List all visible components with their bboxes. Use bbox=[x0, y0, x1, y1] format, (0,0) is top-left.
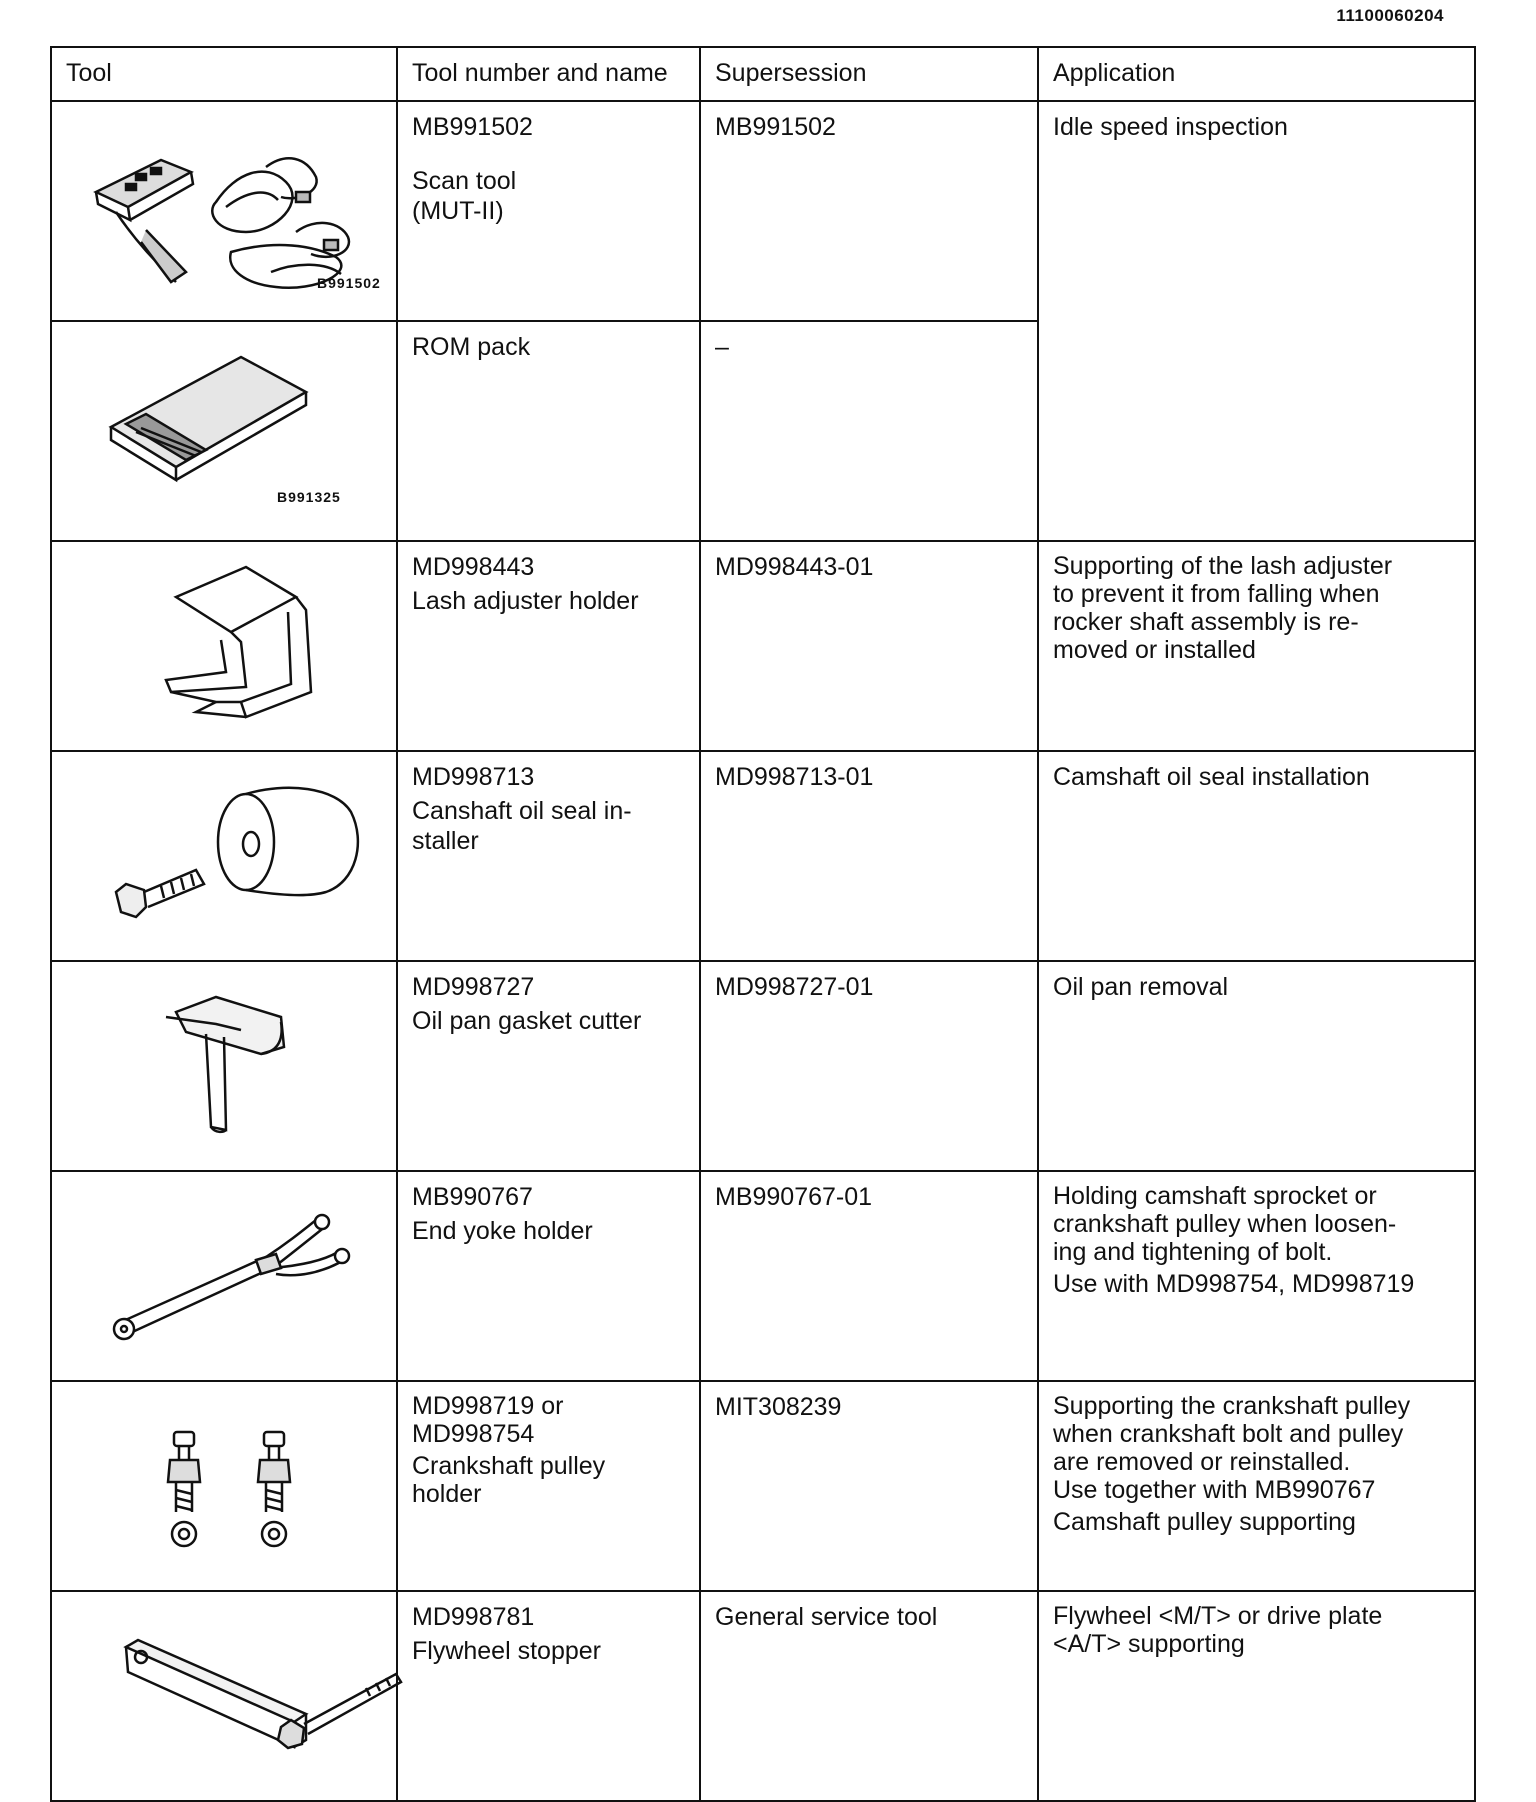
supersession-cell: MB991502 bbox=[700, 101, 1038, 321]
crankshaft-pulley-holder-illustration bbox=[66, 1392, 412, 1580]
rom-pack-illustration bbox=[66, 332, 412, 530]
tool-number-name-cell bbox=[397, 321, 700, 541]
application-line: moved or installed bbox=[1053, 636, 1256, 664]
header-tool-number-name: Tool number and name bbox=[397, 47, 700, 101]
application-cell bbox=[1038, 751, 1475, 961]
tool-name-line: Flywheel stopper bbox=[412, 1637, 601, 1665]
tool-name-line: Lash adjuster holder bbox=[412, 587, 639, 615]
table-row bbox=[51, 101, 1475, 321]
tool-number-name-cell bbox=[397, 961, 700, 1171]
supersession-cell: MIT308239 bbox=[700, 1381, 1038, 1591]
end-yoke-holder-illustration bbox=[66, 1182, 412, 1370]
application-cell bbox=[1038, 101, 1475, 541]
header-tool: Tool bbox=[51, 47, 397, 101]
tool-name-line: Oil pan gasket cutter bbox=[412, 1007, 642, 1035]
supersession-cell: MD998727-01 bbox=[700, 961, 1038, 1171]
application-cell bbox=[1038, 961, 1475, 1171]
tool-number: MD998443 bbox=[412, 553, 535, 581]
table-row bbox=[51, 961, 1475, 1171]
application-cell bbox=[1038, 1591, 1475, 1801]
table-row bbox=[51, 1171, 1475, 1381]
oil-pan-gasket-cutter-illustration bbox=[66, 972, 412, 1160]
supersession-cell: MD998713-01 bbox=[700, 751, 1038, 961]
tool-image-cell bbox=[51, 751, 397, 961]
tool-image-code: B991325 bbox=[277, 489, 341, 505]
tool-number: MD998727 bbox=[412, 973, 535, 1001]
application-line: Supporting of the lash adjuster bbox=[1053, 552, 1393, 580]
table-row bbox=[51, 1381, 1475, 1591]
header-supersession: Supersession bbox=[700, 47, 1038, 101]
application-line: Idle speed inspection bbox=[1053, 113, 1288, 141]
oil-seal-installer-illustration bbox=[66, 762, 412, 950]
tool-name-line: MD998754 bbox=[412, 1420, 535, 1448]
tool-number: MD998781 bbox=[412, 1603, 535, 1631]
application-line: Use together with MB990767 bbox=[1053, 1476, 1376, 1504]
tool-number: MB990767 bbox=[412, 1183, 533, 1211]
application-cell bbox=[1038, 541, 1475, 751]
tool-number: ROM pack bbox=[412, 333, 531, 361]
application-line: Camshaft pulley supporting bbox=[1053, 1508, 1356, 1536]
supersession-cell: General service tool bbox=[700, 1591, 1038, 1801]
application-line: Use with MD998754, MD998719 bbox=[1053, 1270, 1415, 1298]
tool-number: MD998713 bbox=[412, 763, 535, 791]
tool-image-cell bbox=[51, 1381, 397, 1591]
application-line: are removed or reinstalled. bbox=[1053, 1448, 1351, 1476]
tool-number-name-cell bbox=[397, 1381, 700, 1591]
application-line: to prevent it from falling when bbox=[1053, 580, 1380, 608]
tool-number: MB991502 bbox=[412, 113, 533, 141]
application-line: rocker shaft assembly is re- bbox=[1053, 608, 1359, 636]
tool-number-name-cell bbox=[397, 101, 700, 321]
tool-name-line: Scan tool bbox=[412, 167, 517, 195]
tool-number: MD998719 or bbox=[412, 1392, 564, 1420]
application-line: crankshaft pulley when loosen- bbox=[1053, 1210, 1397, 1238]
application-line: ing and tightening of bolt. bbox=[1053, 1238, 1333, 1266]
tool-number-name-cell bbox=[397, 751, 700, 961]
tool-image-cell bbox=[51, 321, 397, 541]
supersession-cell: MB990767-01 bbox=[700, 1171, 1038, 1381]
tool-number-name-cell bbox=[397, 541, 700, 751]
tool-image-code: B991502 bbox=[317, 275, 381, 291]
tool-image-cell bbox=[51, 1591, 397, 1801]
table-row bbox=[51, 541, 1475, 751]
application-cell bbox=[1038, 1171, 1475, 1381]
special-tools-table bbox=[50, 46, 1476, 1802]
tool-name-line: (MUT-II) bbox=[412, 197, 504, 225]
application-cell bbox=[1038, 1381, 1475, 1591]
lash-adjuster-holder-illustration bbox=[66, 552, 412, 740]
flywheel-stopper-illustration bbox=[66, 1602, 412, 1790]
tool-name-line: Crankshaft pulley bbox=[412, 1452, 606, 1480]
application-line: Camshaft oil seal installation bbox=[1053, 763, 1370, 791]
supersession-cell: – bbox=[700, 321, 1038, 541]
tool-number-name-cell bbox=[397, 1171, 700, 1381]
tool-image-cell bbox=[51, 101, 397, 321]
tool-image-cell bbox=[51, 1171, 397, 1381]
application-line: Holding camshaft sprocket or bbox=[1053, 1182, 1377, 1210]
tool-name-line: End yoke holder bbox=[412, 1217, 593, 1245]
table-header-row bbox=[51, 47, 1475, 101]
application-line: Flywheel <M/T> or drive plate bbox=[1053, 1602, 1383, 1630]
table-row bbox=[51, 751, 1475, 961]
tool-name-line: staller bbox=[412, 827, 479, 855]
application-line: Supporting the crankshaft pulley bbox=[1053, 1392, 1411, 1420]
application-line: <A/T> supporting bbox=[1053, 1630, 1245, 1658]
table-row bbox=[51, 1591, 1475, 1801]
supersession-cell: MD998443-01 bbox=[700, 541, 1038, 751]
application-line: when crankshaft bolt and pulley bbox=[1053, 1420, 1404, 1448]
tool-image-cell bbox=[51, 961, 397, 1171]
tool-number-name-cell bbox=[397, 1591, 700, 1801]
application-line: Oil pan removal bbox=[1053, 973, 1229, 1001]
header-application: Application bbox=[1038, 47, 1475, 101]
document-code: 11100060204 bbox=[1336, 6, 1444, 25]
tool-name-line: holder bbox=[412, 1480, 482, 1508]
tool-image-cell bbox=[51, 541, 397, 751]
tool-name-line: Canshaft oil seal in- bbox=[412, 797, 632, 825]
